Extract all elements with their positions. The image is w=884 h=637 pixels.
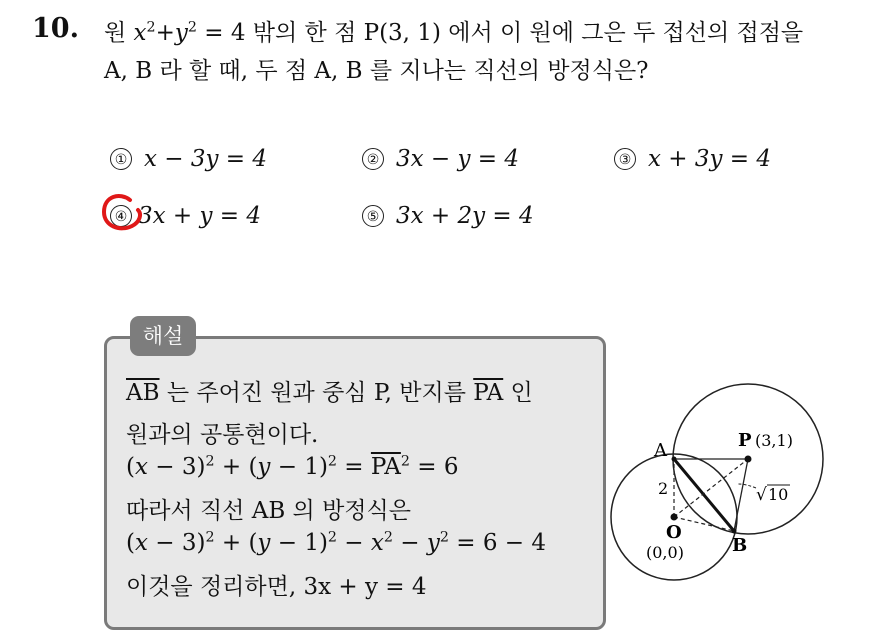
label-o: O — [666, 522, 682, 543]
point-p — [745, 456, 752, 463]
label-p-coord: (3,1) — [755, 431, 793, 450]
label-sqrt: 10 — [768, 485, 789, 504]
label-p: P — [738, 430, 752, 451]
choice-mark: ③ — [614, 148, 636, 170]
choice-mark: ④ — [110, 205, 132, 227]
geometry-figure — [606, 376, 836, 586]
label-radius: 2 — [658, 479, 669, 498]
choice-mark: ① — [110, 148, 132, 170]
choice-mark: ② — [362, 148, 384, 170]
label-b: B — [732, 535, 748, 556]
solution-line-5: $(x - 3)^2 + (y - 1)^2 - x^2 - y^2 = 6 - 4$ — [126, 529, 547, 556]
solution-line-1: $\overline{AB}$ 는 주어진 원과 중심 P, 반지름 $\overline{PA}$ 인 — [126, 380, 533, 406]
solution-tag: 해설 — [130, 316, 196, 356]
question-line-2: A, B 라 할 때, 두 점 A, B 를 지나는 직선의 방정식은? — [104, 58, 649, 84]
label-o-coord: (0,0) — [646, 543, 684, 562]
solution-line-6: 이것을 정리하면, 3x + y = 4 — [126, 574, 427, 600]
point-o — [671, 514, 678, 521]
solution-line-3: $(x - 3)^2 + (y - 1)^2 = \overline{PA}^2 = 6$ — [126, 453, 459, 480]
choice-2[interactable]: ② 3x − y = 4 — [362, 146, 519, 172]
label-a: A — [654, 440, 667, 461]
choice-5[interactable]: ⑤ 3x + 2y = 4 — [362, 203, 534, 229]
choice-mark: ⑤ — [362, 205, 384, 227]
solution-line-2: 원과의 공통현이다. — [126, 422, 319, 448]
solution-line-4: 따라서 직선 AB 의 방정식은 — [126, 498, 411, 524]
choice-4[interactable]: ④ 3x + y = 4 — [110, 203, 261, 229]
choice-1[interactable]: ① x − 3y = 4 — [110, 146, 267, 172]
sqrt-pointer — [738, 484, 756, 488]
answer-mark-icon — [100, 192, 146, 234]
question-line-1: 원 $x^2+y^2 = 4$ 밖의 한 점 P(3, 1) 에서 이 원에 그은 두 접선의 접점을 — [104, 19, 804, 46]
segment-pb — [734, 459, 748, 531]
choice-3[interactable]: ③ x + 3y = 4 — [614, 146, 771, 172]
question-number: 10. — [32, 13, 79, 44]
label-sqrt-sign: √ — [756, 485, 767, 505]
point-a — [672, 457, 677, 462]
point-b — [732, 529, 737, 534]
